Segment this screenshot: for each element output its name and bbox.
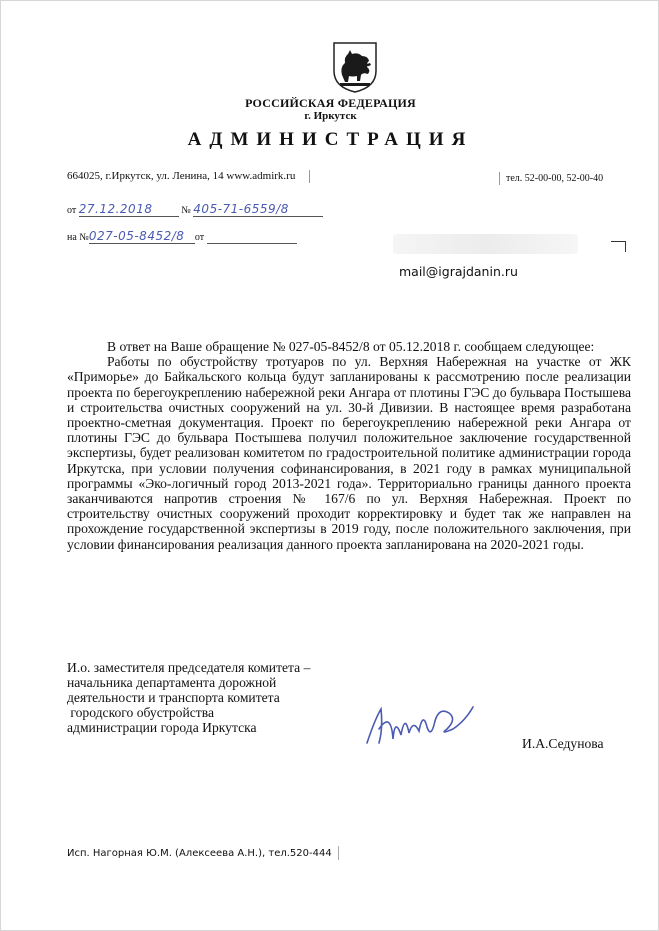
outgoing-registration-row — [67, 202, 323, 217]
incoming-number-handwritten: 027-05-8452/8 — [88, 229, 185, 243]
city-name: г. Иркутск — [304, 110, 357, 122]
reply-to-label: на № — [67, 232, 89, 243]
divider — [309, 170, 310, 183]
outgoing-number-handwritten: 405-71-6559/8 — [193, 202, 289, 216]
recipient-email: mail@igrajdanin.ru — [399, 264, 518, 279]
outgoing-number-field — [193, 202, 323, 217]
body-paragraph: Работы по обустройству тротуаров по ул. Верхняя Набережная на участке от ЖК «Приморье» до Байкальского кольца будут запланированы к рассмотрению после реализации проекта по берегоукреплению набережной реки Ангара от плотины ГЭС до бульвара Постышева и строительства очистных сооружений на ул. 30-й Дивизии. В настоящее время разработана проектно-сметная документация. Проект по берегоукреплению набережной реки Ангара от плотины ГЭС до бульвара Постышева получил положительное заключение государственной экспертизы, будет реализован комитетом по градостроительной политике администрации города Иркутска, при условии получения софинансирования, в 2021 году в рамках муниципальной программы «Эко-логичный город 2013-2021 года». Территориально границы данного проекта заканчиваются напротив строения № 167/6 по ул. Верхняя Набережная. Проект по строительству очистных сооружений проходит корректировку и будет так же направлен на прохождение государственной экспертизы в 2019 году, после положительного заключения, при условии финансирования реализация данного проекта запланирована на 2020-2021 годы. — [67, 354, 631, 552]
phone-text: тел. 52-00-00, 52-00-40 — [506, 172, 604, 184]
title-line: И.о. заместителя председателя комитета – — [67, 660, 311, 675]
address-block-corner — [611, 241, 626, 252]
title-line: начальника департамента дорожной — [67, 675, 277, 690]
title-line: деятельности и транспорта комитета — [67, 690, 280, 705]
executor-text: Исп. Нагорная Ю.М. (Алексеева А.Н.), тел.520-444 — [67, 848, 332, 859]
date-handwritten: 27.12.2018 — [78, 202, 153, 216]
handwritten-signature — [361, 699, 481, 749]
redacted-recipient-name — [393, 234, 578, 254]
from-label: от — [67, 205, 77, 216]
number-label: № — [181, 205, 191, 216]
body-paragraph: В ответ на Ваше обращение № 027-05-8452/8 от 05.12.2018 г. сообщаем следующее: — [107, 339, 595, 354]
incoming-reference-row — [67, 229, 297, 244]
country-name: РОССИЙСКАЯ ФЕДЕРАЦИЯ — [245, 96, 416, 110]
address-line — [67, 170, 310, 183]
phone-line — [499, 172, 603, 185]
incoming-date-field — [207, 232, 297, 244]
reply-from-label: от — [194, 232, 205, 243]
organization-title: АДМИНИСТРАЦИЯ — [187, 129, 474, 150]
address-text: 664025, г.Иркутск, ул. Ленина, 14 www.admirk.ru — [67, 170, 296, 183]
signatory-title — [67, 660, 310, 735]
letter-body — [67, 339, 631, 552]
executor-line — [67, 846, 339, 860]
title-line: администрации города Иркутска — [67, 720, 257, 735]
signatory-name: И.А.Седунова — [522, 736, 604, 751]
divider — [499, 172, 500, 185]
date-field — [79, 202, 179, 217]
title-line: городского обустройства — [67, 705, 214, 720]
incoming-number-field — [89, 229, 195, 244]
divider — [338, 846, 339, 860]
coat-of-arms-icon — [332, 41, 378, 93]
